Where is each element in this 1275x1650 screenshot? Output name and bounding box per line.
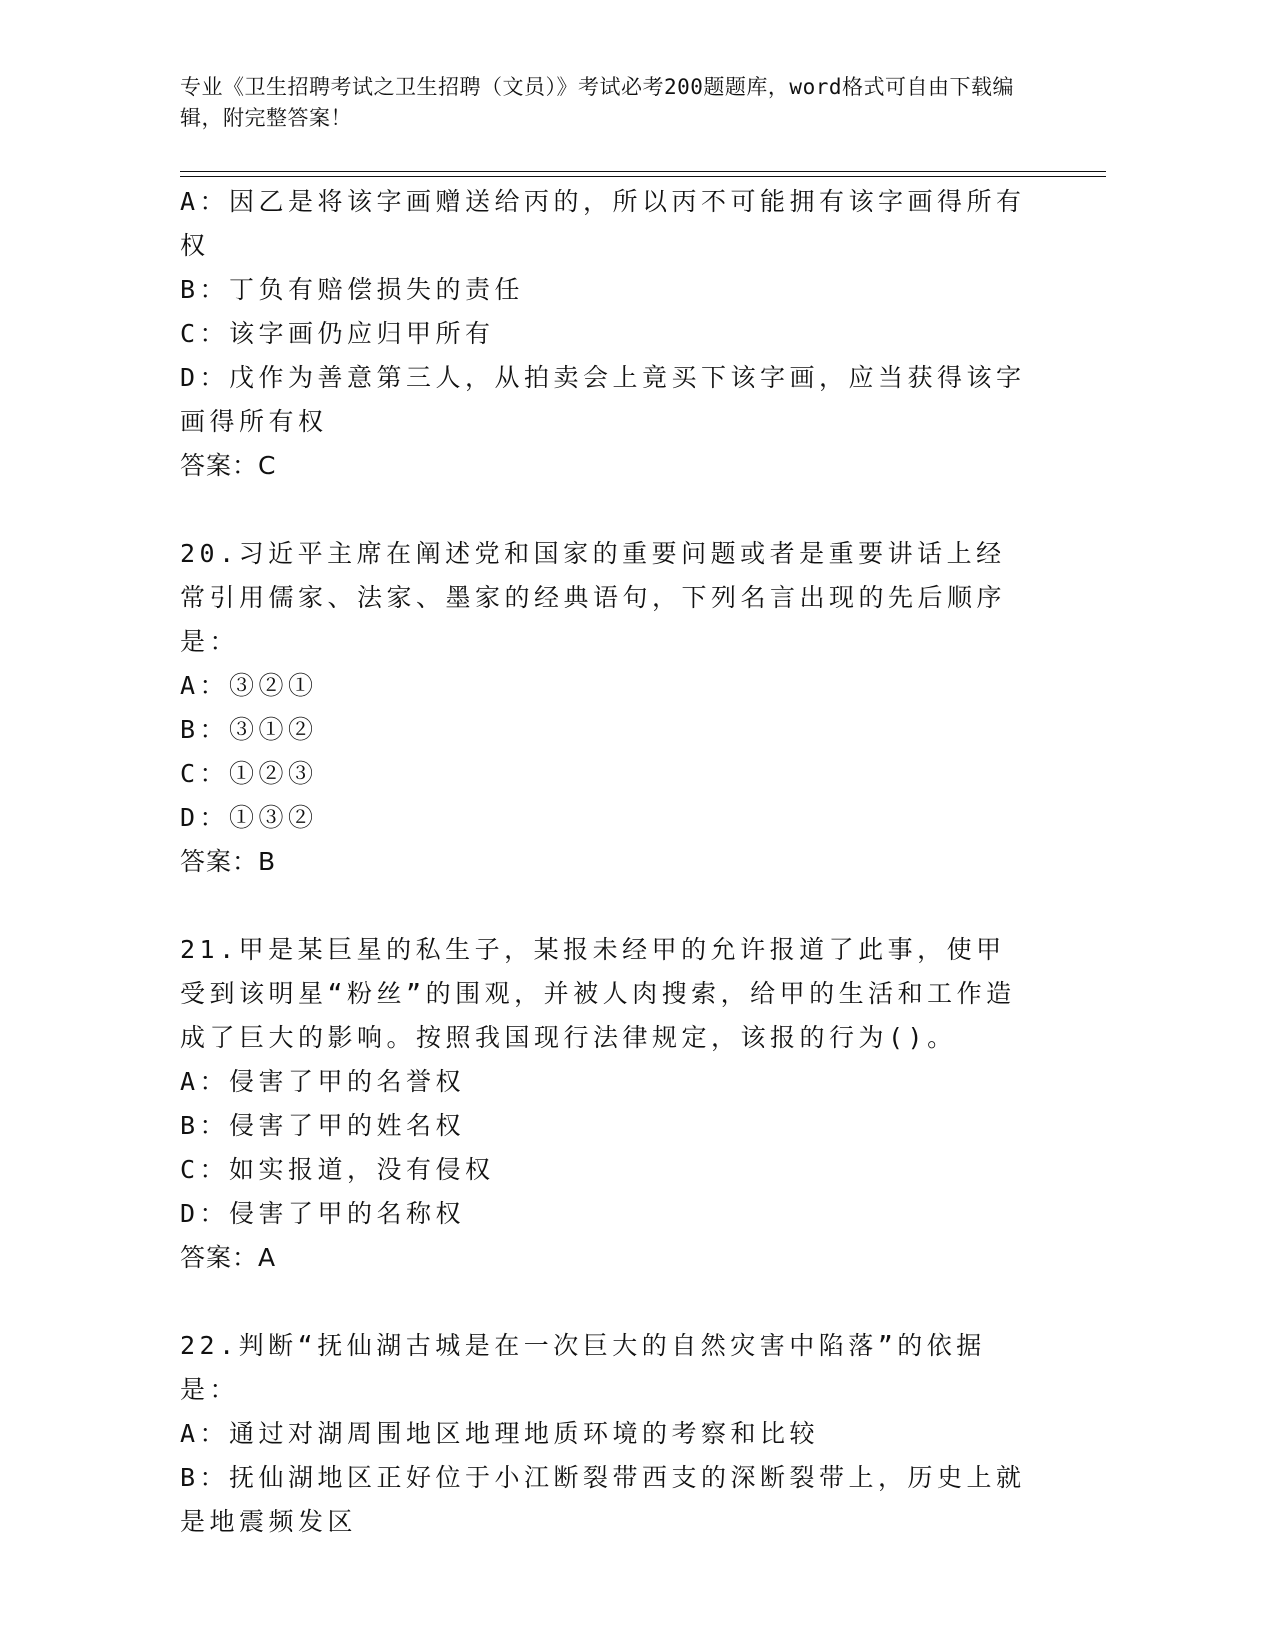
answer-label: 答案：B [180, 847, 277, 876]
spacer [180, 884, 1030, 928]
option-b: B：侵害了甲的姓名权 [180, 1111, 466, 1140]
option-a: A：侵害了甲的名誉权 [180, 1067, 466, 1096]
option-d: D：侵害了甲的名称权 [180, 1199, 466, 1228]
spacer [180, 488, 1030, 532]
option-a: A：因乙是将该字画赠送给丙的，所以丙不可能拥有该字画得所有权 [180, 187, 1026, 260]
document-header: 专业《卫生招聘考试之卫生招聘（文员）》考试必考200题题库，word格式可自由下载编辑，附完整答案！ [180, 75, 1014, 130]
option-a: A：③②① [180, 671, 318, 700]
question-stem: 20.习近平主席在阐述党和国家的重要问题或者是重要讲话上经常引用儒家、法家、墨家的经典语句，下列名言出现的先后顺序是： [180, 539, 1007, 656]
header-divider-bottom [180, 176, 1106, 177]
option-c: C：该字画仍应归甲所有 [180, 319, 495, 348]
option-c: C：①②③ [180, 759, 318, 788]
option-b: B：③①② [180, 715, 318, 744]
question-stem: 21.甲是某巨星的私生子，某报未经甲的允许报道了此事，使甲受到该明星“粉丝”的围观，并被人肉搜索，给甲的生活和工作造成了巨大的影响。按照我国现行法律规定，该报的行为()。 [180, 935, 1016, 1052]
option-b: B：丁负有赔偿损失的责任 [180, 275, 525, 304]
question-21 [180, 928, 1030, 1280]
header-divider-top [180, 171, 1106, 172]
option-c: C：如实报道，没有侵权 [180, 1155, 495, 1184]
answer-label: 答案：C [180, 451, 277, 480]
option-d: D：①③② [180, 803, 318, 832]
question-22 [180, 1324, 1030, 1544]
option-a: A：通过对湖周围地区地理地质环境的考察和比较 [180, 1419, 820, 1448]
answer-label: 答案：A [180, 1243, 277, 1272]
option-d: D：戊作为善意第三人，从拍卖会上竟买下该字画，应当获得该字画得所有权 [180, 363, 1026, 436]
question-19-continuation [180, 180, 1030, 488]
question-20 [180, 532, 1030, 884]
spacer [180, 1280, 1030, 1324]
question-content [180, 180, 1030, 1544]
option-b: B：抚仙湖地区正好位于小江断裂带西支的深断裂带上，历史上就是地震频发区 [180, 1463, 1026, 1536]
question-stem: 22.判断“抚仙湖古城是在一次巨大的自然灾害中陷落”的依据是： [180, 1331, 986, 1404]
